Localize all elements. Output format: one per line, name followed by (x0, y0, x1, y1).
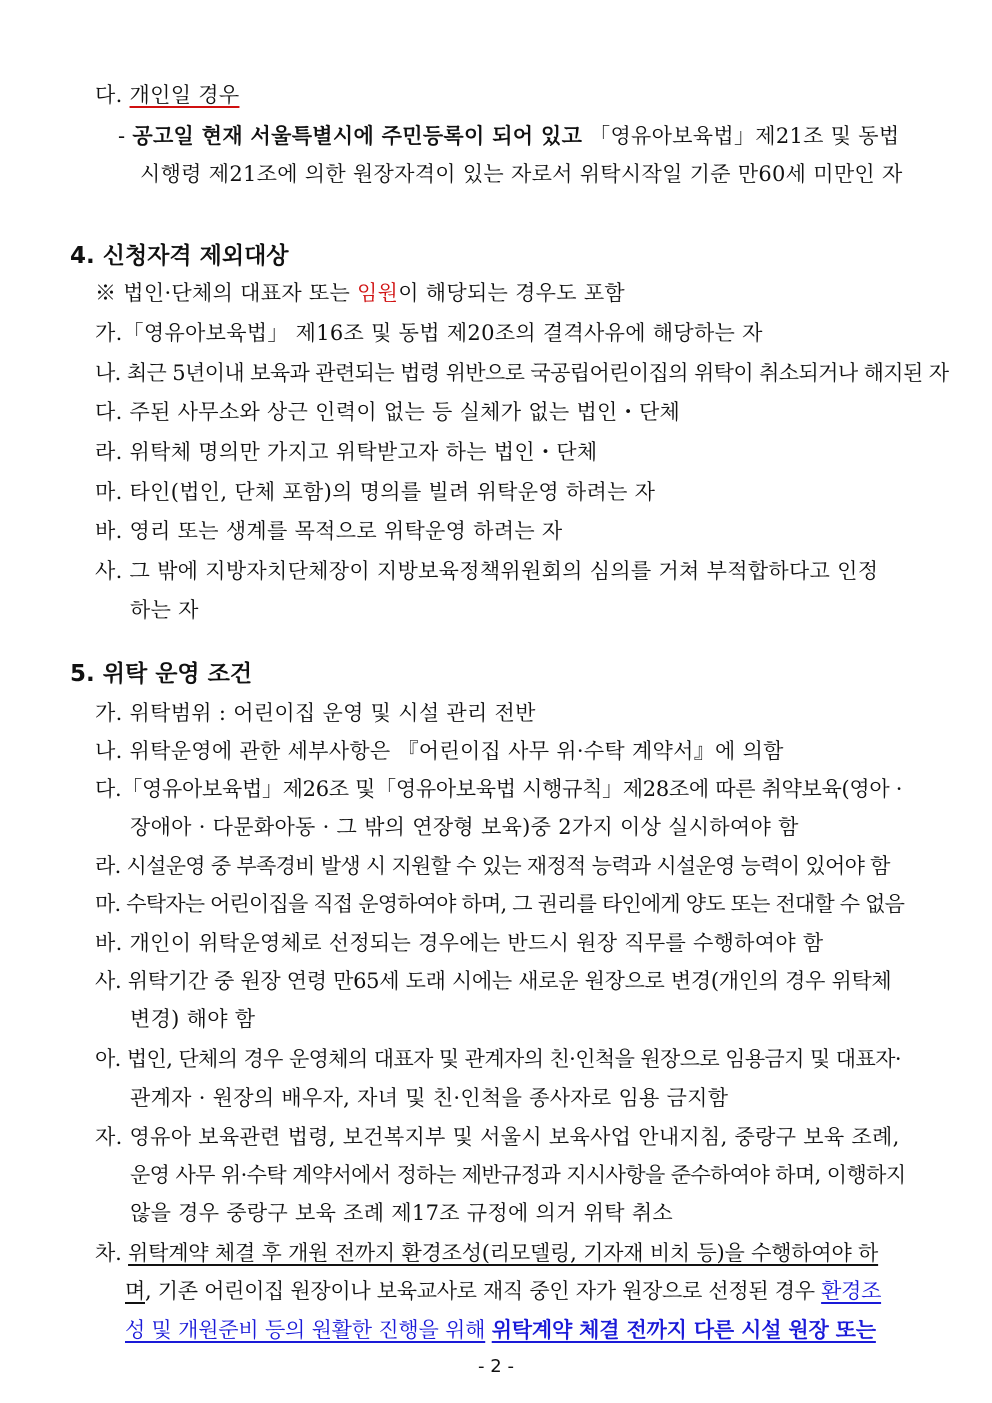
cha-line2-blue: 환경조 (821, 1279, 882, 1303)
bullet-dash: - (118, 124, 126, 148)
section-heading-4: 4. 신청자격 제외대상 (70, 243, 289, 269)
cha-line3-blue: 성 및 개원준비 등의 원활한 진행을 위해 (125, 1318, 486, 1342)
cha-line3-bold: 위탁계약 체결 전까지 다른 시설 원장 또는 (491, 1317, 876, 1342)
section4-item: 가.「영유아보육법」 제16조 및 동법 제20조의 결격사유에 해당하는 자 (95, 321, 763, 345)
section5-item-cha (95, 1238, 878, 1268)
section4-item: 다. 주된 사무소와 상근 인력이 없는 등 실체가 없는 법인・단체 (95, 400, 681, 424)
section5-item: 아. 법인, 단체의 경우 운영체의 대표자 및 관계자의 친·인척을 원장으로 임용금지 및 대표자· (95, 1047, 901, 1071)
section4-item-cont: 하는 자 (130, 598, 199, 622)
section5-item-cha-cont2 (125, 1315, 876, 1345)
section5-item: 라. 시설운영 중 부족경비 발생 시 지원할 수 있는 재정적 능력과 시설운영 능력이 있어야 함 (95, 854, 890, 878)
item-label: 차. (95, 1241, 122, 1265)
item-da-individual (95, 80, 239, 110)
section5-item-cont: 변경) 해야 함 (130, 1007, 256, 1031)
section5-item-cha-cont (125, 1276, 881, 1306)
section4-item: 나. 최근 5년이내 보육과 관련되는 법령 위반으로 국공립어린이집의 위탁이 취소되거나 해지된 자 (95, 361, 949, 385)
section5-item-cont: 장애아 · 다문화아동 · 그 밖의 연장형 보육)중 2가지 이상 실시하여야 함 (130, 815, 799, 839)
bullet-bold-text: 공고일 현재 서울특별시에 주민등록이 되어 있고 (132, 123, 583, 148)
bullet-rest-text: 「영유아보육법」제21조 및 동법 (589, 124, 900, 148)
item-text: 개인일 경우 (129, 83, 240, 107)
section4-note (95, 278, 625, 308)
item-label: 다. (95, 83, 123, 107)
section4-item: 바. 영리 또는 생계를 목적으로 위탁운영 하려는 자 (95, 519, 563, 543)
section5-item: 마. 수탁자는 어린이집을 직접 운영하여야 하며, 그 권리를 타인에게 양도 또는 전대할 수 없음 (95, 892, 905, 916)
cha-line2-underlined: 며 (125, 1279, 145, 1303)
note-pre: ※ 법인·단체의 대표자 또는 (95, 281, 351, 305)
section5-item: 가. 위탁범위 : 어린이집 운영 및 시설 관리 전반 (95, 701, 536, 725)
section5-item: 나. 위탁운영에 관한 세부사항은 『어린이집 사무 위·수탁 계약서』에 의함 (95, 739, 784, 763)
section5-item-cont: 않을 경우 중랑구 보육 조례 제17조 규정에 의거 위탁 취소 (130, 1201, 673, 1225)
section-heading-5: 5. 위탁 운영 조건 (70, 661, 253, 687)
section5-item-cont: 운영 사무 위·수탁 계약서에서 정하는 제반규정과 지시사항을 준수하여야 하며, 이행하지 (130, 1163, 906, 1187)
note-red: 임원 (357, 281, 399, 305)
bullet-residency (118, 121, 899, 151)
note-post: 이 해당되는 경우도 포함 (398, 281, 626, 305)
cha-line2-mid: , 기존 어린이집 원장이나 보육교사로 재직 중인 자가 원장으로 선정된 경우 (145, 1279, 815, 1303)
section4-item: 라. 위탁체 명의만 가지고 위탁받고자 하는 법인・단체 (95, 440, 598, 464)
bullet-residency-cont: 시행령 제21조에 의한 원장자격이 있는 자로서 위탁시작일 기준 만60세 미만인 자 (140, 162, 903, 186)
section5-item: 다.「영유아보육법」제26조 및「영유아보육법 시행규칙」제28조에 따른 취약보육(영아 · (95, 777, 903, 801)
page-number: - 2 - (478, 1356, 514, 1377)
section5-item: 자. 영유아 보육관련 법령, 보건복지부 및 서울시 보육사업 안내지침, 중랑구 보육 조례, (95, 1125, 900, 1149)
section4-item: 마. 타인(법인, 단체 포함)의 명의를 빌려 위탁운영 하려는 자 (95, 480, 656, 504)
section5-item-cont: 관계자 · 원장의 배우자, 자녀 및 친·인척을 종사자로 임용 금지함 (130, 1086, 729, 1110)
section4-item: 사. 그 밖에 지방자치단체장이 지방보육정책위원회의 심의를 거쳐 부적합하다고 인정 (95, 559, 879, 583)
section5-item: 바. 개인이 위탁운영체로 선정되는 경우에는 반드시 원장 직무를 수행하여야 함 (95, 931, 824, 955)
section5-item: 사. 위탁기간 중 원장 연령 만65세 도래 시에는 새로운 원장으로 변경(개인의 경우 위탁체 (95, 969, 892, 993)
cha-line1: 위탁계약 체결 후 개원 전까지 환경조성(리모델링, 기자재 비치 등)을 수행하여야 하 (128, 1241, 879, 1265)
